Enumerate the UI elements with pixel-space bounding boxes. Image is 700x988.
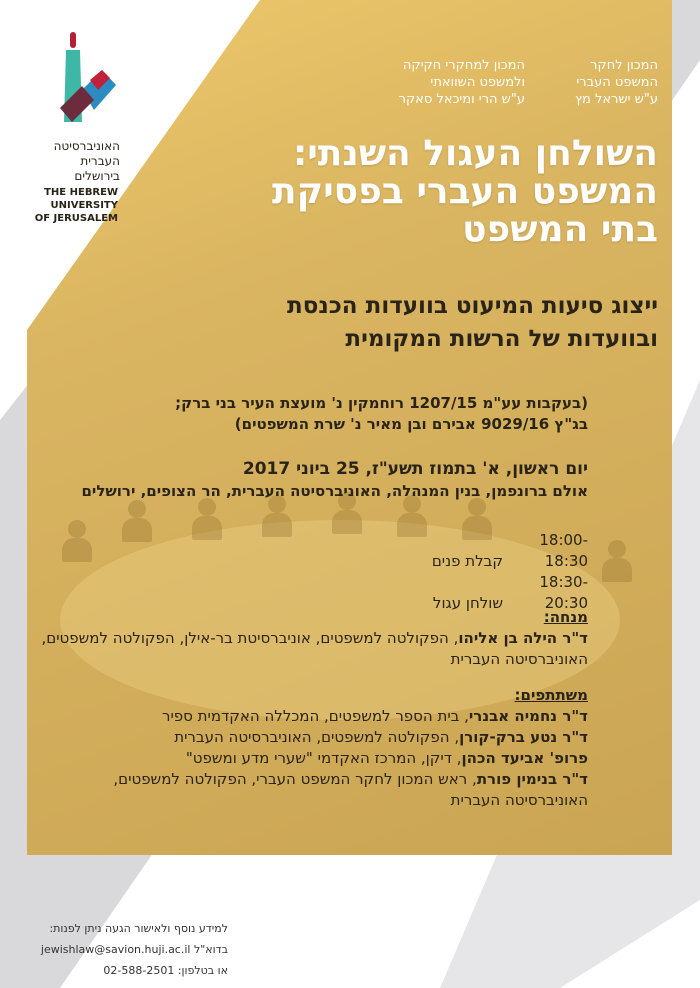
university-logo (30, 30, 130, 225)
schedule: 18:00-18:30קבלת פנים 18:30-20:30שולחן עגול (431, 531, 588, 612)
logo-text: THE HEBREW (44, 187, 118, 198)
person-illustration (600, 540, 634, 584)
institute-2: המכון למחקרי חקיקה ולמשפט השוואתי ע"ש הרי ומיכאל סאקר (398, 58, 525, 107)
logo-text: האוניברסיטה (53, 139, 120, 153)
logo-text: UNIVERSITY (50, 200, 118, 211)
participant: פרופ' אביעד הכהן, דיקן, המרכז האקדמי "שערי מדע ומשפט" (185, 749, 588, 767)
contact-info: למידע נוסף ולאישור הגעה ניתן לפנות: בדוא"ל jewishlaw@savion.huji.ac.il או בטלפון: 02-588-2501 (40, 922, 228, 977)
participant: ד"ר בנימין פורת, ראש המכון לחקר המשפט העברי, הפקולטה למשפטים, (113, 770, 588, 788)
person-illustration (190, 498, 224, 542)
case-references: (בעקבות עע"מ 1207/15 רוחמקין נ' מועצת העיר בני ברק; בג"ץ 9029/16 אבירם ובן מאיר נ' שרת המשפטים) (175, 394, 588, 433)
subtitle: ייצוג סיעות המיעוט בוועדות הכנסת ובוועדות של הרשות המקומית (287, 293, 658, 352)
event-date: יום ראשון, א' בתמוז תשע"ז, 25 ביוני 2017 (242, 459, 588, 479)
person-illustration (120, 500, 154, 544)
logo-text: OF JERUSALEM (34, 213, 118, 224)
logo-text: העברית (80, 154, 120, 168)
participant: ד"ר נחמיה אבנרי, בית הספר למשפטים, המכללה האקדמית ספיר (161, 707, 588, 725)
person-illustration (60, 520, 94, 564)
institute-1: המכון לחקר המשפט העברי ע"ש ישראל מץ (575, 58, 658, 107)
main-title: השולחן העגול השנתי: המשפט העברי בפסיקת בתי המשפט (271, 133, 658, 250)
participants-section: משתתפים: ד"ר נחמיה אבנרי, בית הספר למשפטים, המכללה האקדמית ספיר ד"ר נטע ברק-קורן, הפקולטה למשפטים, האוניברסיטה העברית פרופ' אביעד הכהן, דיקן, המרכז האקדמי "שערי מדע ומשפט" ד"ר בנימין פורת, ראש המכון לחקר המשפט העברי, הפקולטה למשפטים, האוניברסיטה העברית (113, 686, 588, 809)
event-venue: אולם ברונפמן, בנין המנהלה, האוניברסיטה העברית, הר הצופים, ירושלים (81, 482, 588, 500)
logo-text: בירושלים (74, 169, 120, 183)
logo-mark-icon (30, 30, 120, 125)
email-link[interactable]: jewishlaw@savion.huji.ac.il (40, 943, 191, 956)
moderator-section: מנחה: ד"ר הילה בן אליהו, הפקולטה למשפטים, אוניברסיטת בר-אילן, הפקולטה למשפטים, האוניברסיטה העברית (41, 608, 588, 668)
participant: ד"ר נטע ברק-קורן, הפקולטה למשפטים, האוניברסיטה העברית (174, 728, 588, 746)
